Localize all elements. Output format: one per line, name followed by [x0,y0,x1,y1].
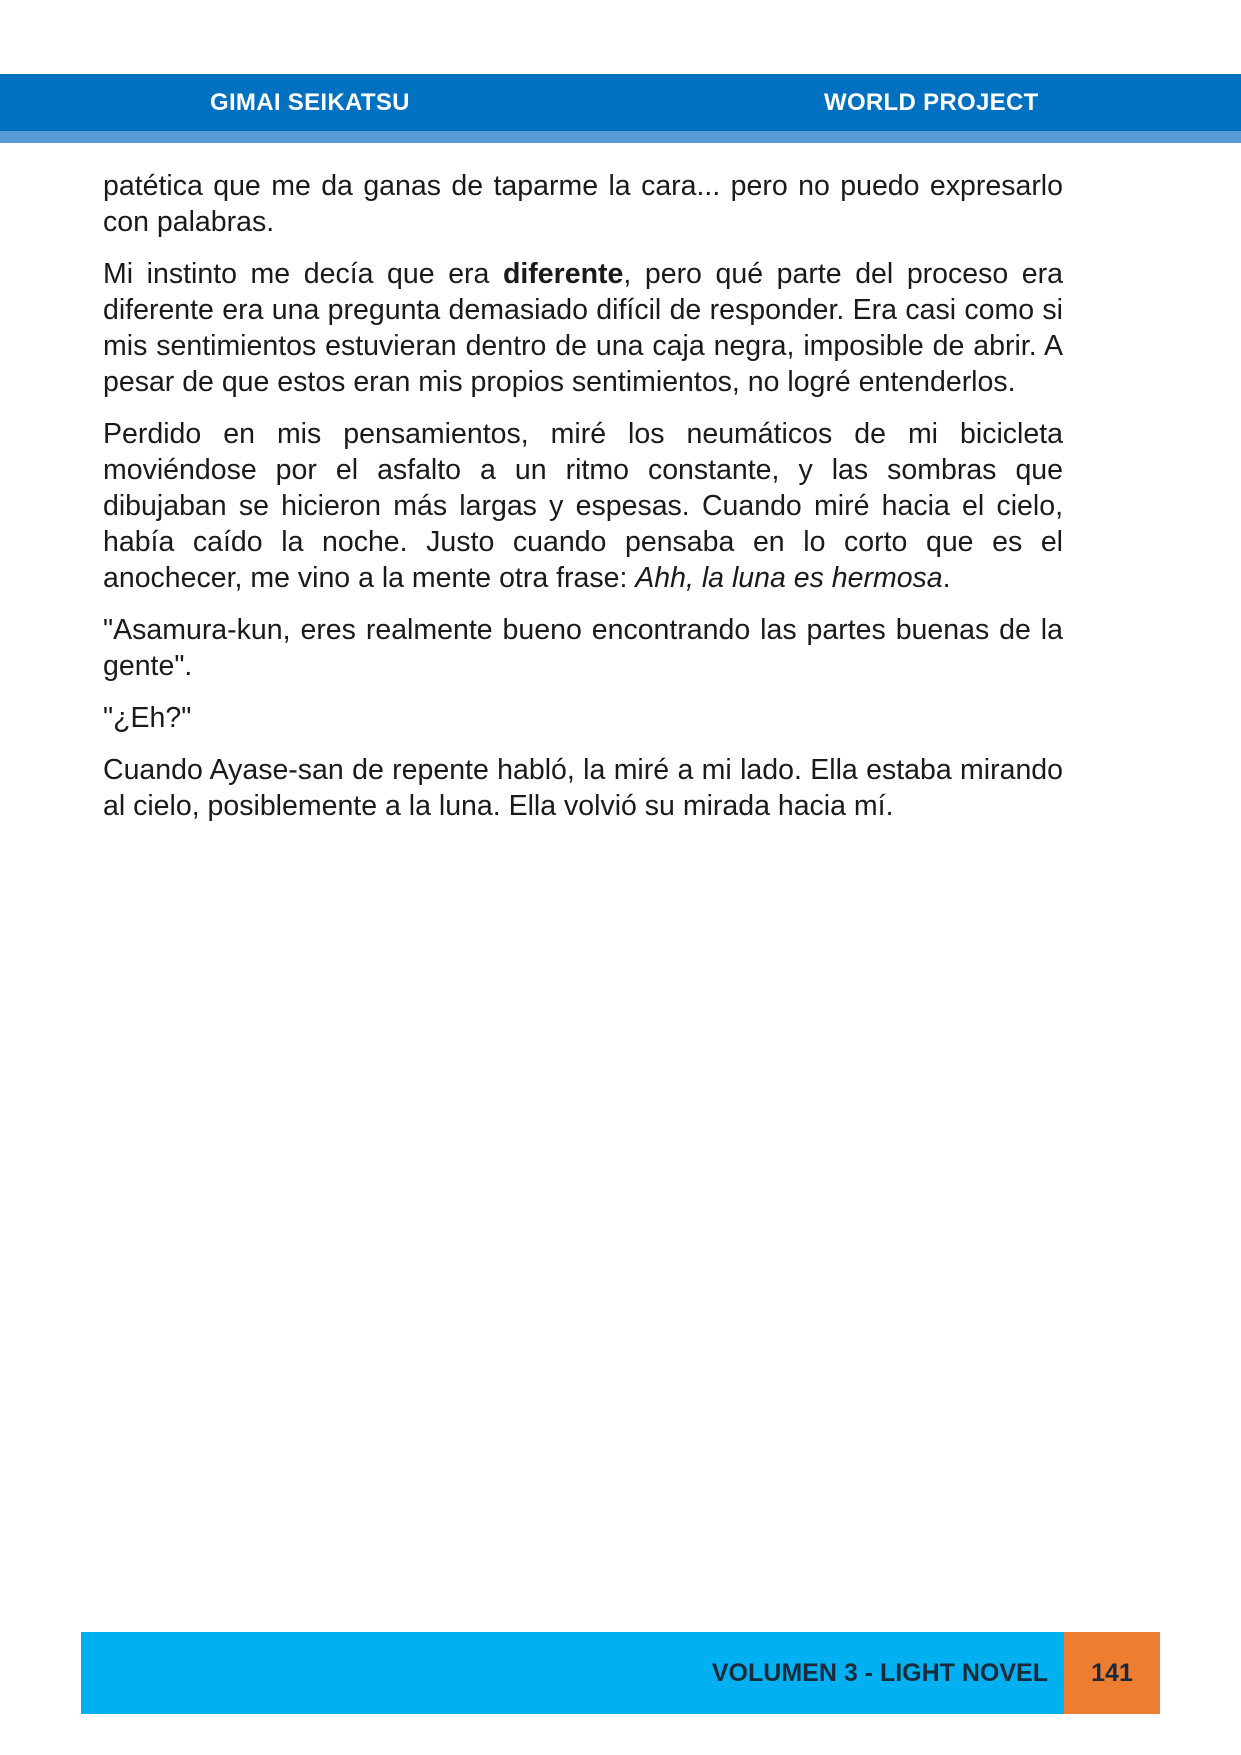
paragraph-6: Cuando Ayase-san de repente habló, la miré a mi lado. Ella estaba mirando al cielo, posiblemente a la luna. Ella volvió su mirada hacia mí. [103,754,1063,822]
paragraph-4: "Asamura-kun, eres realmente bueno encontrando las partes buenas de la gente". [103,614,1063,682]
paragraph-2: Mi instinto me decía que era diferente, pero qué parte del proceso era diferente era una pregunta demasiado difícil de responder. Era casi como si mis sentimientos estuvieran dentro de una caja negra, imposible de abrir. A pesar de que estos eran mis propios sentimientos, no logré entenderlos. [103,258,1063,398]
header-project-title: WORLD PROJECT [824,89,1039,116]
page-body [103,168,1063,840]
emphasis-italic: Ahh, la luna es hermosa [635,562,943,594]
header-bar [0,74,1241,131]
header-stripe [0,131,1241,143]
paragraph-5: "¿Eh?" [103,702,192,734]
header-series-title: GIMAI SEIKATSU [210,89,410,116]
emphasis-bold: diferente [502,258,624,290]
paragraph-3: Perdido en mis pensamientos, miré los neumáticos de mi bicicleta moviéndose por el asfalto a un ritmo constante, y las sombras que dibujaban se hicieron más largas y espesas. Cuando miré hacia el cielo, había caído la noche. Justo cuando pensaba en lo corto que es el anochecer, me vino a la mente otra frase: Ahh, la luna es hermosa. [103,418,1063,594]
footer-volume-label: VOLUMEN 3 - LIGHT NOVEL [711,1659,1048,1687]
paragraph-1: patética que me da ganas de taparme la cara... pero no puedo expresarlo con palabras. [103,170,1063,238]
page-number: 141 [1064,1632,1160,1714]
